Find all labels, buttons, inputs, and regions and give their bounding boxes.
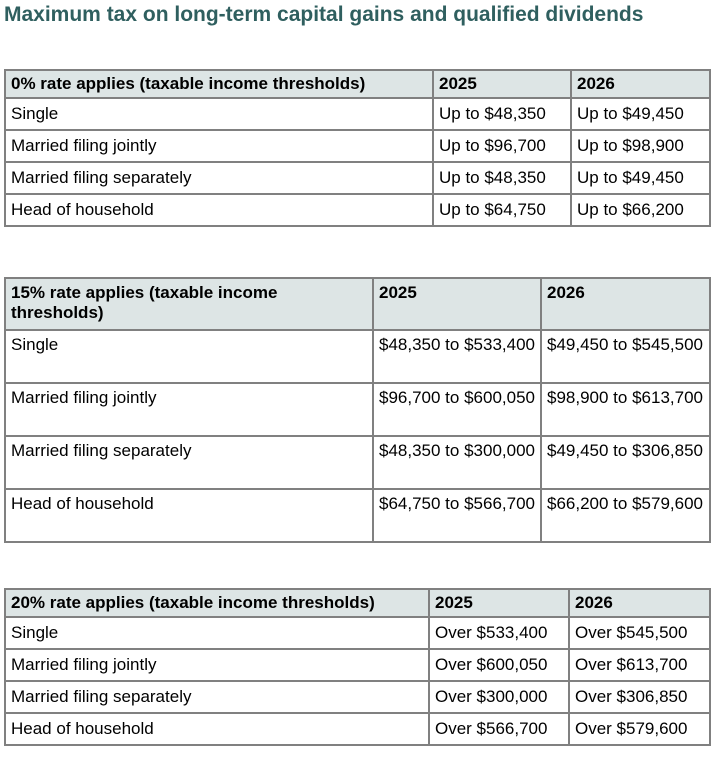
threshold-2025: $48,350 to $533,400	[373, 330, 541, 383]
threshold-2026: Over $579,600	[569, 713, 710, 745]
threshold-2026: Over $306,850	[569, 681, 710, 713]
table-row	[5, 98, 710, 130]
threshold-2025: $48,350 to $300,000	[373, 436, 541, 489]
threshold-2026: Over $545,500	[569, 617, 710, 649]
filing-status: Married filing separately	[5, 681, 429, 713]
header-rate-label: 20% rate applies (taxable income thresholds)	[5, 589, 429, 617]
filing-status: Single	[5, 617, 429, 649]
threshold-2025: Up to $64,750	[433, 194, 571, 226]
header-year-2025: 2025	[429, 589, 569, 617]
rate-table-15-percent	[4, 277, 711, 543]
threshold-2026: $49,450 to $306,850	[541, 436, 710, 489]
header-year-2026: 2026	[571, 70, 710, 98]
header-rate-label: 15% rate applies (taxable income thresholds)	[5, 278, 373, 330]
table-row	[5, 383, 710, 436]
header-year-2026: 2026	[541, 278, 710, 330]
table-row	[5, 436, 710, 489]
table-row	[5, 713, 710, 745]
threshold-2025: $96,700 to $600,050	[373, 383, 541, 436]
table-row	[5, 130, 710, 162]
table-row	[5, 330, 710, 383]
table-row	[5, 649, 710, 681]
threshold-2026: Up to $49,450	[571, 162, 710, 194]
filing-status: Head of household	[5, 489, 373, 542]
table-row	[5, 681, 710, 713]
header-year-2026: 2026	[569, 589, 710, 617]
threshold-2025: Over $600,050	[429, 649, 569, 681]
threshold-2026: Up to $49,450	[571, 98, 710, 130]
threshold-2026: Up to $66,200	[571, 194, 710, 226]
threshold-2025: Up to $48,350	[433, 162, 571, 194]
filing-status: Married filing jointly	[5, 383, 373, 436]
table-row	[5, 162, 710, 194]
header-year-2025: 2025	[433, 70, 571, 98]
filing-status: Married filing separately	[5, 162, 433, 194]
table-header-row	[5, 70, 710, 98]
filing-status: Head of household	[5, 713, 429, 745]
page-title: Maximum tax on long-term capital gains and qualified dividends	[4, 3, 644, 26]
filing-status: Head of household	[5, 194, 433, 226]
filing-status: Married filing jointly	[5, 649, 429, 681]
rate-table-20-percent	[4, 588, 711, 746]
table-row	[5, 489, 710, 542]
threshold-2026: $49,450 to $545,500	[541, 330, 710, 383]
threshold-2025: Up to $48,350	[433, 98, 571, 130]
threshold-2025: Up to $96,700	[433, 130, 571, 162]
filing-status: Married filing jointly	[5, 130, 433, 162]
threshold-2025: Over $533,400	[429, 617, 569, 649]
filing-status: Married filing separately	[5, 436, 373, 489]
threshold-2025: Over $566,700	[429, 713, 569, 745]
threshold-2026: $66,200 to $579,600	[541, 489, 710, 542]
table-row	[5, 617, 710, 649]
threshold-2025: $64,750 to $566,700	[373, 489, 541, 542]
threshold-2026: Up to $98,900	[571, 130, 710, 162]
threshold-2025: Over $300,000	[429, 681, 569, 713]
header-year-2025: 2025	[373, 278, 541, 330]
table-row	[5, 194, 710, 226]
header-rate-label: 0% rate applies (taxable income thresholds)	[5, 70, 433, 98]
filing-status: Single	[5, 98, 433, 130]
filing-status: Single	[5, 330, 373, 383]
threshold-2026: Over $613,700	[569, 649, 710, 681]
table-header-row	[5, 278, 710, 330]
rate-table-0-percent	[4, 69, 711, 227]
threshold-2026: $98,900 to $613,700	[541, 383, 710, 436]
table-header-row	[5, 589, 710, 617]
